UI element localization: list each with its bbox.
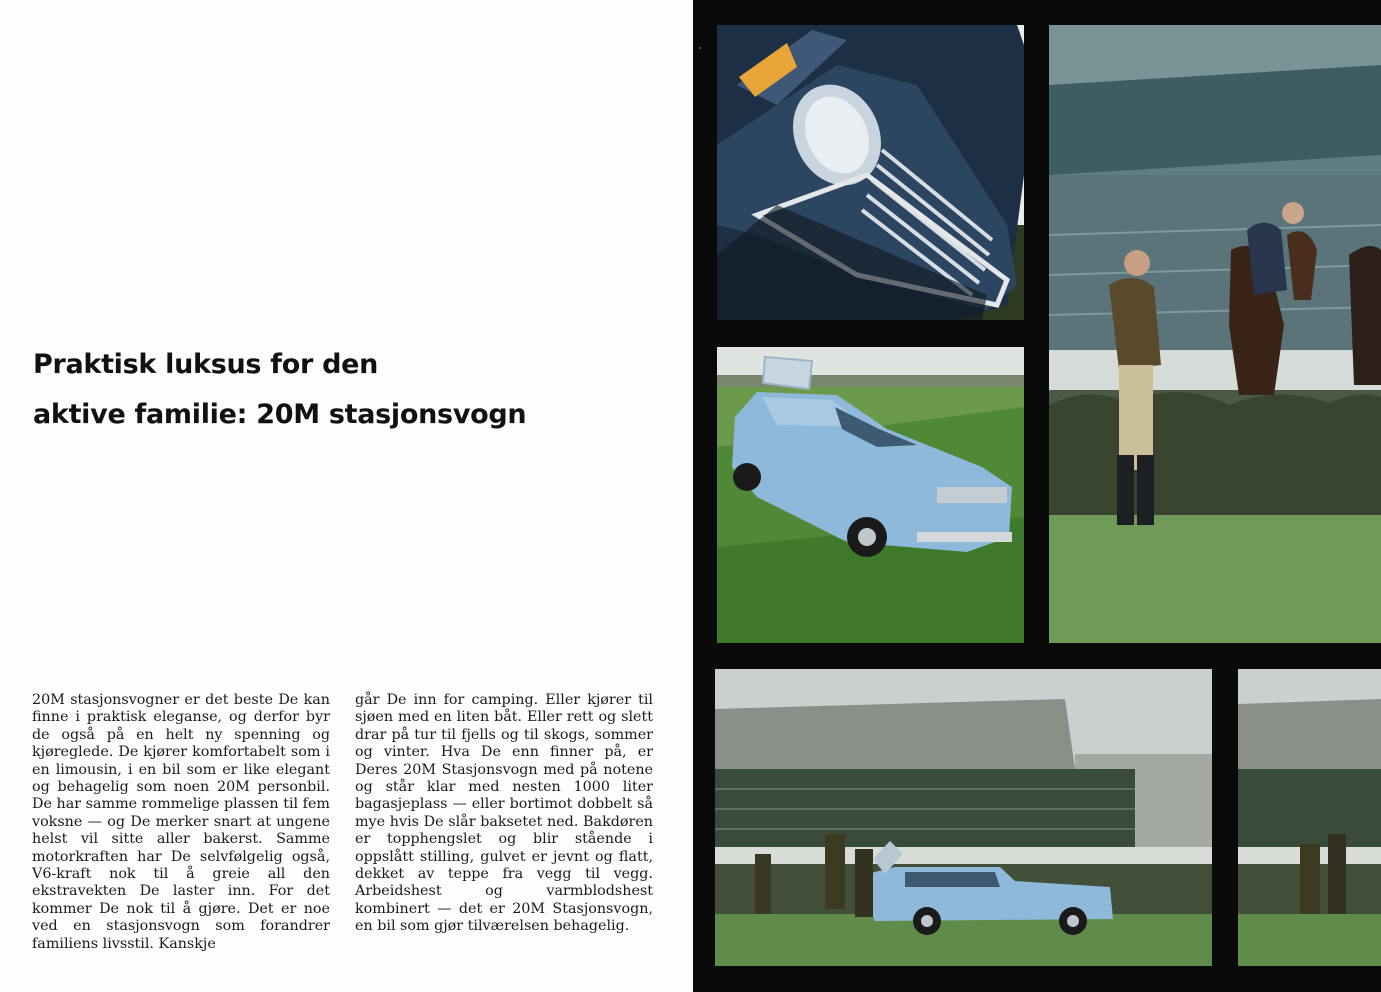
photo-horses-at-hedge [1049,25,1381,643]
headline-line-1: Praktisk luksus for den [33,349,379,380]
body-column-2: går De inn for camping. Eller kjører til sjøen med en liten båt. Eller rett og slett drar på tur til fjells og til skogs, sommer og vinter. Hva De enn finner på, er Deres 20M Stasjonsvogn med på notene og står klar med nesten 1000 liter bagasjeplass — eller bortimot dobbelt så mye hvis De slår baksetet ned. Bakdøren er topphengslet og blir stående i oppslått stilling, gulvet er jevnt og flatt, dekket av teppe fra vegg til vegg. Arbeidshest og varmblodshest kombinert — det er 20M Stasjonsvogn, en bil som gjør tilværelsen behagelig. [355,692,653,935]
headline-line-2: aktive familie: 20M stasjonsvogn [33,399,527,430]
horses-illustration [1049,25,1381,643]
photo-headlight-closeup [717,25,1024,320]
body-column-1: 20M stasjonsvogner er det beste De kan finne i praktisk eleganse, og derfor byr de også på en helt ny spenning og kjøreglede. De kjører komfortabelt som i en limousin, i en bil som er like elegant og behagelig som noen 20M personbil. De har samme rommelige plassen til fem voksne — og De merker snart at ungene helst vil sitte aller bakerst. Samme motorkraften har De selvfølgelig også, V6-kraft nok til å greie all den ekstravekten De laster inn. For det kommer De nok til å gjøre. Det er noe ved en stasjonsvogn som forandrer familiens livsstil. Kanskje [32,692,330,952]
print-speck [699,47,701,49]
photo-stadium-partial [1238,669,1381,966]
headline [33,340,526,440]
photo-wagon-at-stadium [715,669,1212,966]
photo-wagon-on-grass [717,347,1024,643]
wagon-field-illustration [717,347,1024,643]
headlight-illustration [717,25,1024,320]
stadium-illustration [715,669,1212,966]
stadium-partial-illustration [1238,669,1381,966]
